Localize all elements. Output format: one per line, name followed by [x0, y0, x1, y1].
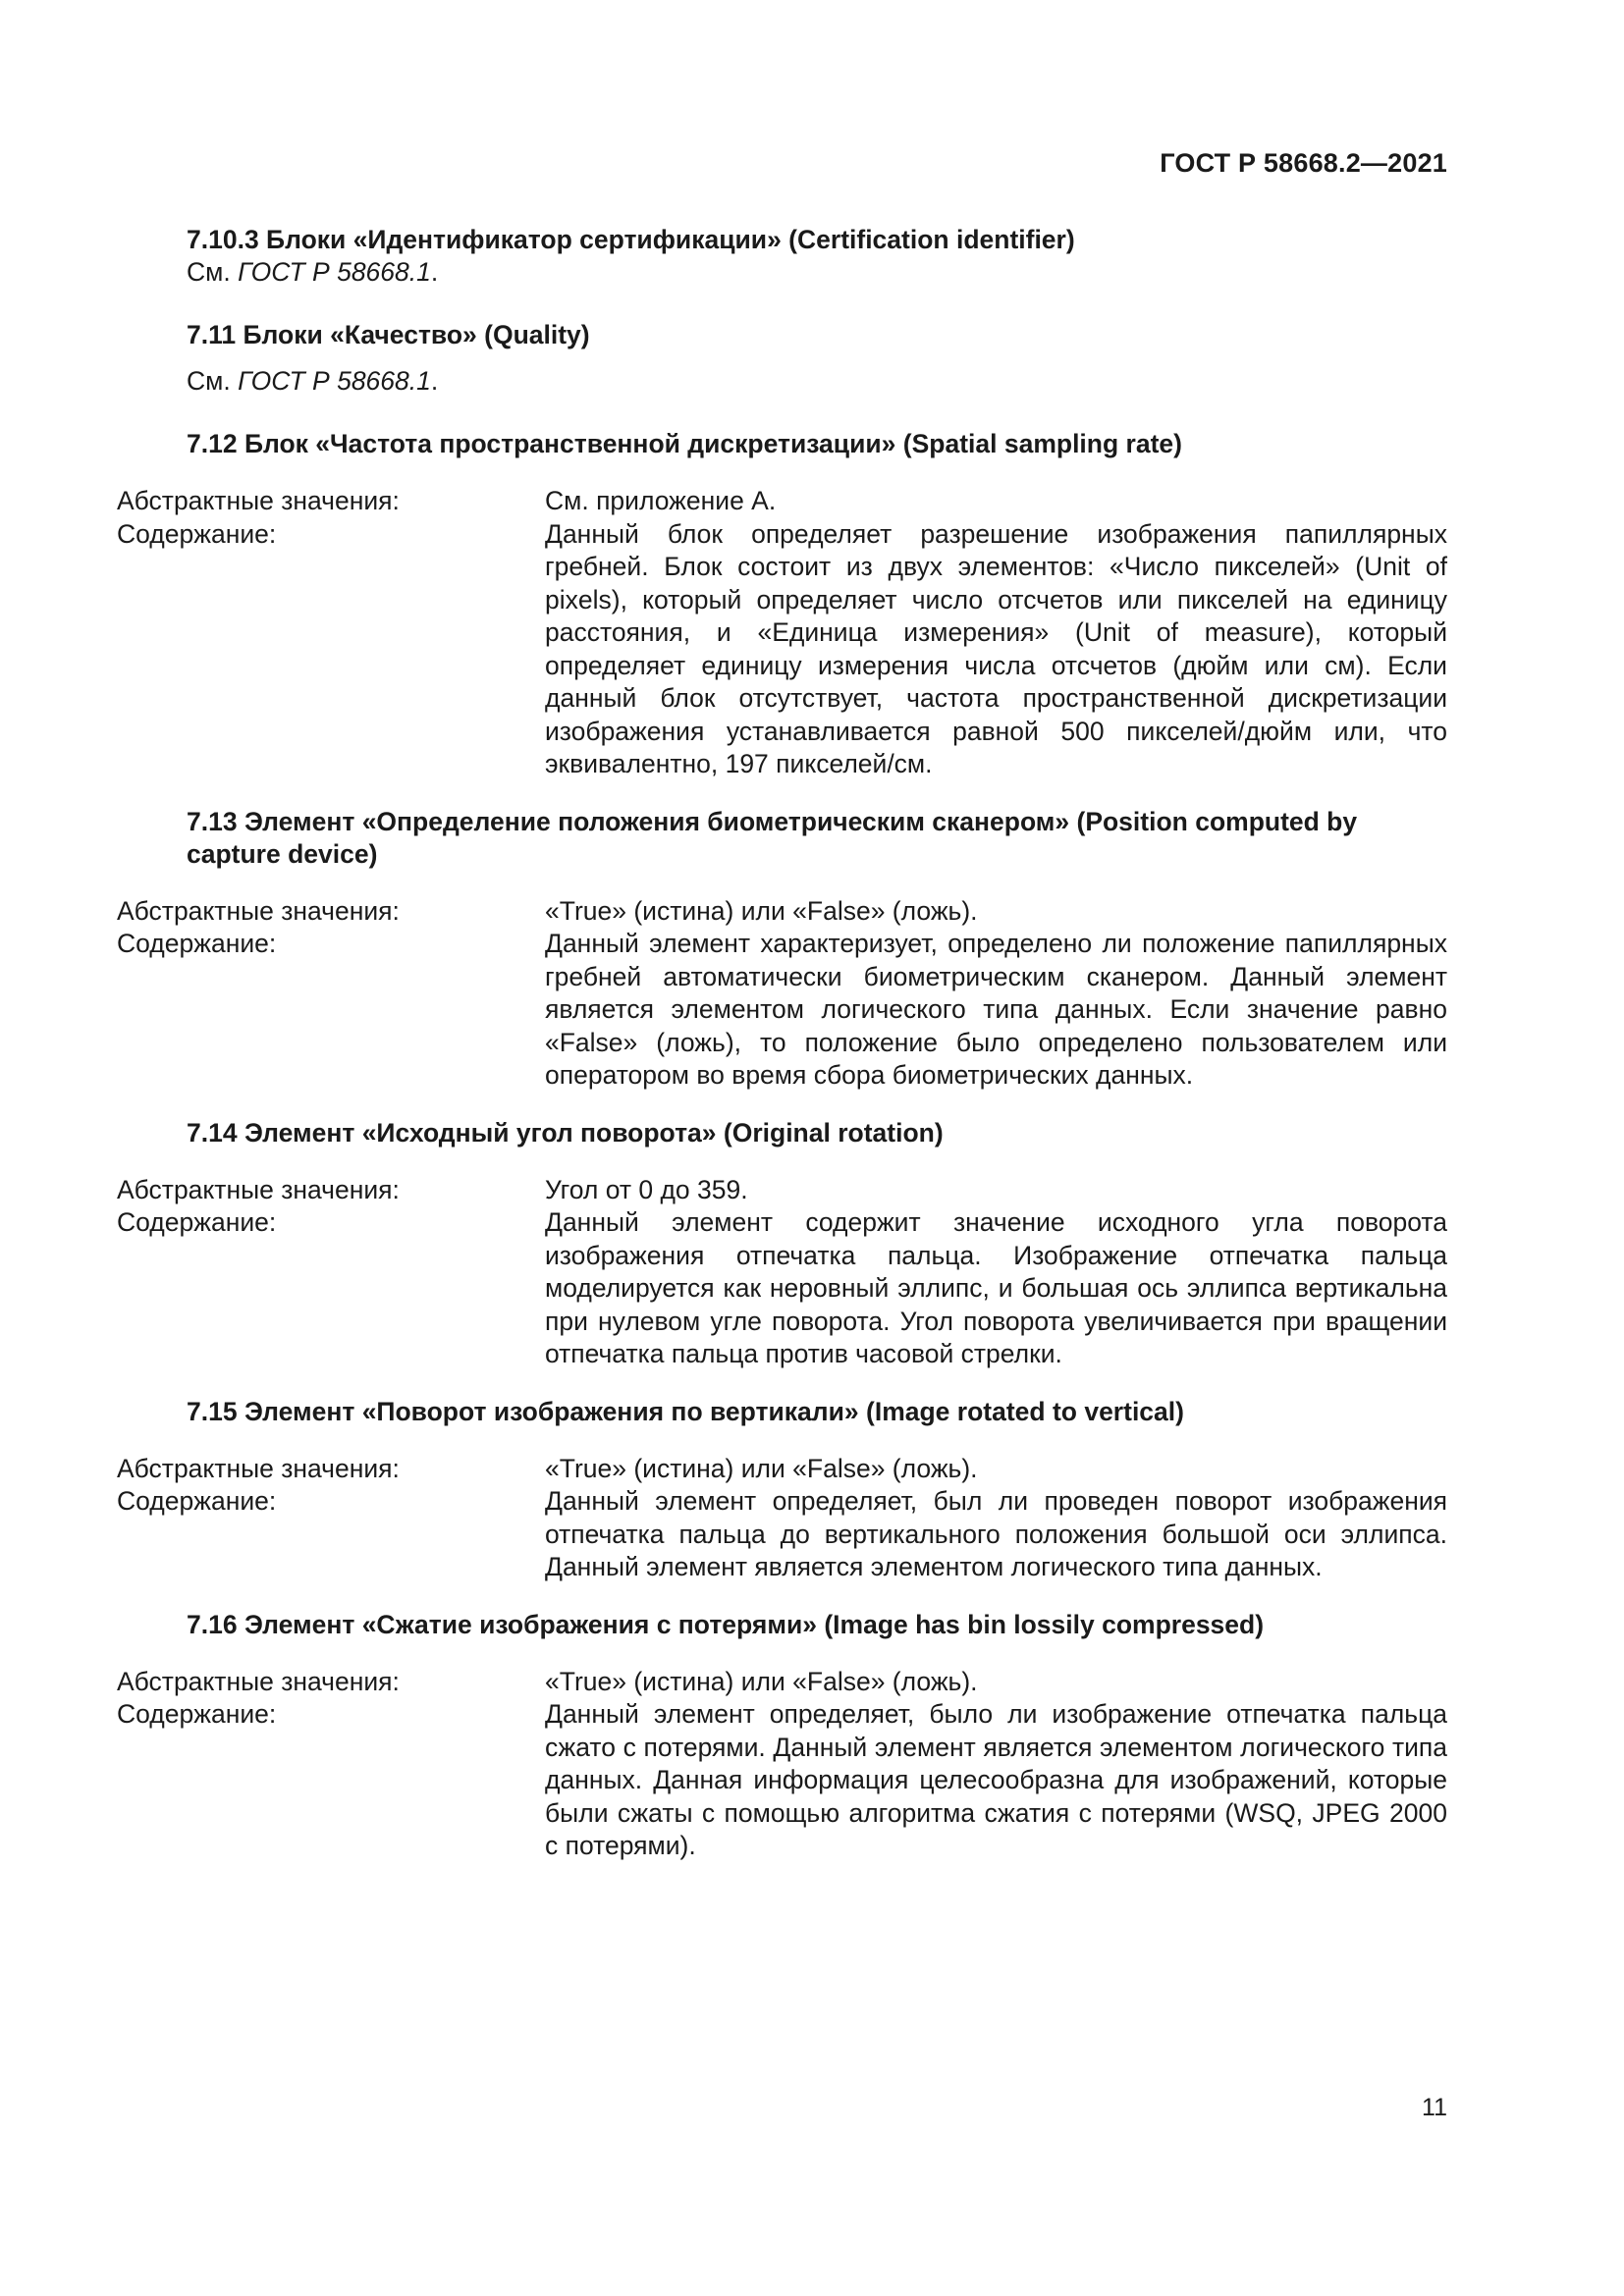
reference-document: ГОСТ Р 58668.1: [238, 257, 431, 287]
content-label: Содержание:: [117, 1699, 277, 1729]
content-text: Данный элемент содержит значение исходного угла поворота изображения отпечатка пальца. Изображение отпечатка пальца моделируется как неровный эллипс, и большая ось эллипса вертикальна при нулевом угле поворота. Угол поворота увеличивается при вращении отпечатка пальца против часовой стрелки.: [545, 1207, 1447, 1368]
content-text: Данный элемент определяет, был ли проведен поворот изображения отпечатка пальца до вертикального положения большой оси эллипса. Данный элемент является элементом логического типа данных.: [545, 1486, 1447, 1581]
reference-suffix: .: [430, 366, 439, 396]
section-heading: 7.15 Элемент «Поворот изображения по вертикали» (Image rotated to vertical): [187, 1396, 1184, 1426]
section-7-16: [117, 1609, 1447, 1863]
abstract-values-text: Угол от 0 до 359.: [545, 1174, 748, 1204]
section-7-15: [117, 1396, 1447, 1584]
content-label: Содержание:: [117, 1486, 277, 1516]
content-text: Данный элемент характеризует, определено ли положение папиллярных гребней автоматически биометрическим сканером. Данный элемент является элементом логического типа данных. Если значение равно «False» (ложь), то положение было определено пользователем или оператором во время сбора биометрических данных.: [545, 929, 1447, 1090]
section-heading: 7.11 Блоки «Качество» (Quality): [187, 320, 590, 349]
content-row: [117, 518, 1447, 781]
content-label: Содержание:: [117, 518, 277, 549]
section-heading: 7.13 Элемент «Определение положения биометрическим сканером» (Position computed by capture device): [187, 806, 1358, 869]
reference-suffix: .: [430, 257, 439, 287]
abstract-values-label: Абстрактные значения:: [117, 1666, 400, 1696]
abstract-values-row: [117, 1666, 1447, 1699]
section-7-12: [117, 428, 1447, 781]
document-header-id: ГОСТ Р 58668.2—2021: [1160, 148, 1447, 178]
content-row: [117, 928, 1447, 1093]
abstract-values-text: «True» (истина) или «False» (ложь).: [545, 1666, 978, 1696]
abstract-values-row: [117, 895, 1447, 929]
abstract-values-text: См. приложение А.: [545, 486, 777, 515]
reference-prefix: См.: [187, 257, 231, 287]
abstract-values-row: [117, 1453, 1447, 1486]
abstract-values-label: Абстрактные значения:: [117, 895, 400, 926]
section-7-13: [117, 806, 1447, 1093]
section-7-10-3: [117, 224, 1447, 289]
abstract-values-label: Абстрактные значения:: [117, 1174, 400, 1204]
section-heading: 7.12 Блок «Частота пространственной дискретизации» (Spatial sampling rate): [187, 429, 1182, 458]
content-text: Данный блок определяет разрешение изображения папиллярных гребней. Блок состоит из двух элементов: «Число пикселей» (Unit of pixels), который определяет число отсчетов или пикселей на единицу расстояния, и «Единица измерения» (Unit of measure), который определяет единицу измерения числа отсчетов (дюйм или см). Если данный блок отсутствует, частота пространственной дискретизации изображения устанавливается равной 500 пикселей/дюйм или, что эквивалентно, 197 пикселей/см.: [545, 518, 1447, 778]
content-row: [117, 1206, 1447, 1371]
section-reference: [187, 256, 1447, 289]
section-heading: 7.14 Элемент «Исходный угол поворота» (Original rotation): [187, 1117, 944, 1148]
content-label: Содержание:: [117, 929, 277, 958]
section-7-11: [117, 319, 1447, 398]
content-text: Данный элемент определяет, было ли изображение отпечатка пальца сжато с потерями. Данный элемент является элементом логического типа данных. Данная информация целесообразна для изображений, которые были сжаты с помощью алгоритма сжатия с потерями (WSQ, JPEG 2000 с потерями).: [545, 1699, 1447, 1860]
content-row: [117, 1485, 1447, 1584]
abstract-values-text: «True» (истина) или «False» (ложь).: [545, 895, 978, 926]
abstract-values-row: [117, 485, 1447, 518]
reference-document: ГОСТ Р 58668.1: [238, 366, 431, 396]
abstract-values-label: Абстрактные значения:: [117, 486, 400, 515]
abstract-values-text: «True» (истина) или «False» (ложь).: [545, 1453, 978, 1483]
abstract-values-label: Абстрактные значения:: [117, 1453, 400, 1483]
content-label: Содержание:: [117, 1207, 277, 1237]
page-number: 11: [1422, 2094, 1447, 2121]
section-heading: 7.16 Элемент «Сжатие изображения с потерями» (Image has bin lossily compressed): [187, 1609, 1265, 1639]
document-body: [117, 224, 1447, 1863]
reference-prefix: См.: [187, 366, 231, 396]
content-row: [117, 1698, 1447, 1863]
abstract-values-row: [117, 1174, 1447, 1207]
section-reference: [187, 365, 1447, 398]
section-7-14: [117, 1117, 1447, 1371]
section-heading: 7.10.3 Блоки «Идентификатор сертификации» (Certification identifier): [187, 225, 1075, 254]
